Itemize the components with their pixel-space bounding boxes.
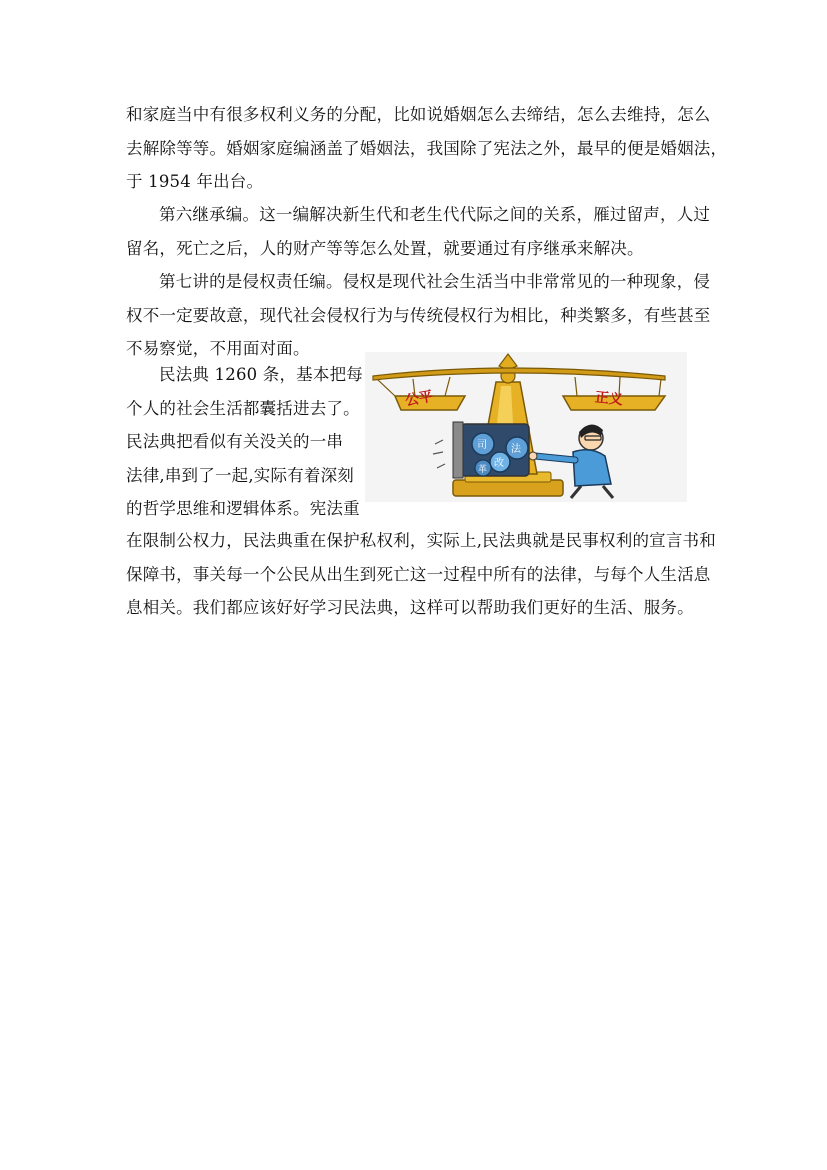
gear-label-ge: 革 (478, 465, 488, 475)
fairness-label: 公平 (403, 388, 435, 410)
text-line: 民法典 1260 条，基本把每 (159, 365, 363, 384)
text-line: 权不一定要故意，现代社会侵权行为与传统侵权行为相比，种类繁多，有些甚至 (126, 305, 711, 325)
paragraph-inheritance (126, 198, 711, 265)
text-line: 和家庭当中有很多权利义务的分配，比如说婚姻怎么去缔结，怎么去维持，怎么 (126, 105, 711, 124)
scale-icon (365, 352, 687, 502)
text-line: 在限制公权力，民法典重在保护私权利，实际上,民法典就是民事权利的宣言书和 (126, 531, 716, 550)
paragraph-tort-liability (126, 265, 711, 366)
text-line: 留名，死亡之后，人的财产等等怎么处置，就要通过有序继承来解决。 (126, 238, 644, 258)
text-line: 的哲学思维和逻辑体系。宪法重 (126, 499, 360, 518)
paragraph-marriage-family (126, 98, 728, 199)
text-line: 个人的社会生活都囊括进去了。 (126, 399, 360, 418)
gear-label-gai: 改 (494, 458, 504, 469)
justice-scale-illustration (365, 352, 687, 502)
gear-label-fa: 法 (511, 444, 521, 455)
gear-label-si: 司 (477, 440, 487, 451)
text-line: 民法典把看似有关没关的一串 (126, 432, 344, 451)
text-line: 去解除等等。婚姻家庭编涵盖了婚姻法，我国除了宪法之外，最早的便是婚姻法， (126, 138, 728, 158)
text-line: 于 1954 年出台。 (126, 172, 264, 191)
text-line: 第七讲的是侵权责任编。侵权是现代社会生活当中非常常见的一种现象，侵 (159, 272, 711, 291)
text-line: 第六继承编。这一编解决新生代和老生代代际之间的关系，雁过留声，人过 (159, 205, 711, 224)
text-line: 息相关。我们都应该好好学习民法典，这样可以帮助我们更好的生活、服务。 (126, 598, 694, 617)
text-line: 不易察觉，不用面对面。 (126, 339, 310, 358)
text-line: 法律,串到了一起,实际有着深刻 (126, 466, 354, 485)
justice-label: 正义 (594, 389, 624, 409)
text-line: 保障书，事关每一个公民从出生到死亡这一过程中所有的法律，与每个人生活息 (126, 565, 711, 584)
